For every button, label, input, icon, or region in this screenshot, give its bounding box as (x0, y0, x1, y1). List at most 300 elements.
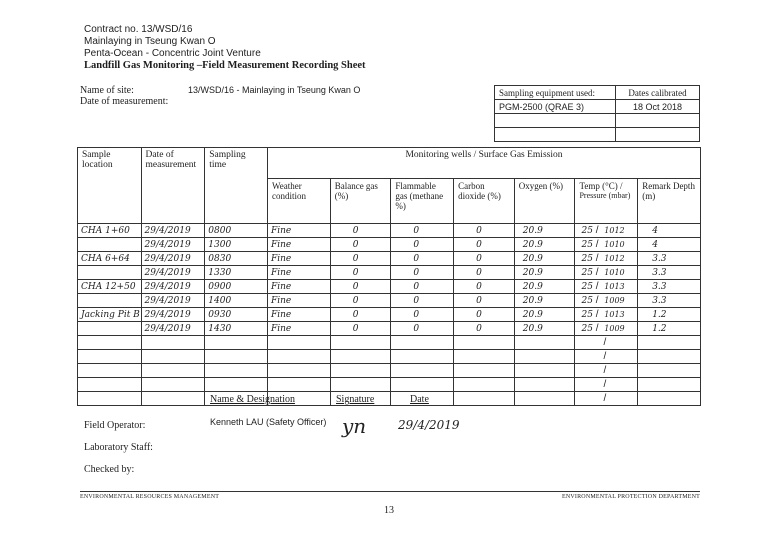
footer-left: ENVIRONMENTAL RESOURCES MANAGEMENT (80, 494, 220, 500)
temp-pressure-separator: / (603, 351, 607, 362)
weather-value: Fine (270, 268, 292, 278)
cell-oxygen (514, 364, 575, 378)
pressure-value: 1009 (604, 296, 625, 305)
cell-balance (330, 280, 391, 294)
date-value: 29/4/2019 (144, 254, 191, 264)
sample-location-header: Sample location (78, 148, 142, 224)
cell-flammable (391, 294, 454, 308)
table-row (78, 392, 701, 406)
equipment-blank-cell (495, 128, 616, 142)
oxygen-value (515, 394, 523, 404)
field-operator-date: 29/4/2019 (398, 418, 460, 432)
cell-weather (267, 238, 330, 252)
location-value (78, 268, 81, 278)
flammable-value: 0 (413, 282, 420, 292)
cell-weather (267, 252, 330, 266)
cell-weather (267, 224, 330, 238)
cell-time (205, 280, 268, 294)
cell-remark (638, 322, 701, 336)
co2-value: 0 (476, 268, 482, 278)
pressure-value: 1010 (604, 240, 625, 249)
oxygen-header: Oxygen (%) (514, 179, 575, 224)
temp-pressure-separator: / (592, 267, 602, 278)
cell-temp (575, 322, 638, 336)
cell-weather (267, 266, 330, 280)
remark-value: 3.3 (652, 254, 667, 264)
cell-flammable (391, 238, 454, 252)
cell-balance (330, 224, 391, 238)
pressure-value (606, 394, 609, 403)
temp-value: 25 (581, 282, 593, 292)
field-operator-signature: yn (342, 414, 367, 438)
temp-header: Temp (°C) / (579, 181, 623, 191)
co2-value: 0 (476, 282, 482, 292)
cell-co2 (454, 308, 515, 322)
cell-flammable (391, 224, 454, 238)
table-row (78, 224, 701, 238)
table-row (78, 308, 701, 322)
pressure-value: 1012 (604, 226, 625, 235)
balance-value (331, 366, 353, 376)
pressure-value (606, 380, 609, 389)
date-value: 29/4/2019 (144, 240, 191, 250)
table-row (78, 378, 701, 392)
oxygen-value: 20.9 (522, 226, 543, 236)
time-value: 1430 (208, 324, 232, 334)
cell-date (141, 294, 205, 308)
pressure-value: 1013 (604, 282, 625, 291)
sheet-title: Landfill Gas Monitoring –Field Measurement Recording Sheet (84, 60, 366, 71)
weather-header: Weather condition (267, 179, 330, 224)
balance-value (331, 380, 353, 390)
time-value: 1300 (208, 240, 232, 250)
cell-remark (638, 392, 701, 406)
cell-date (141, 392, 205, 406)
checked-by-label: Checked by: (84, 464, 135, 475)
pressure-value: 1009 (604, 324, 625, 333)
balance-value: 0 (352, 282, 359, 292)
oxygen-value (515, 366, 523, 376)
cell-flammable (391, 252, 454, 266)
weather-value: Fine (270, 296, 292, 306)
time-value: 0900 (208, 282, 232, 292)
co2-value (454, 380, 476, 390)
weather-value: Fine (270, 324, 292, 334)
cell-co2 (454, 252, 515, 266)
cell-remark (638, 350, 701, 364)
site-name-value: 13/WSD/16 - Mainlaying in Tseung Kwan O (188, 85, 361, 95)
weather-value (268, 352, 271, 362)
time-value (205, 366, 208, 376)
cell-weather (267, 336, 330, 350)
cell-weather (267, 378, 330, 392)
table-row (78, 336, 701, 350)
cell-date (141, 308, 205, 322)
location-value (78, 394, 81, 404)
remark-value (638, 352, 652, 362)
time-value (205, 380, 208, 390)
cell-flammable (391, 336, 454, 350)
oxygen-value (515, 352, 523, 362)
cell-balance (330, 294, 391, 308)
date-value: 29/4/2019 (144, 268, 191, 278)
table-row (78, 364, 701, 378)
cell-time (205, 252, 268, 266)
co2-value: 0 (476, 310, 482, 320)
flammable-value: 0 (413, 254, 420, 264)
cell-temp (575, 392, 638, 406)
date-value (142, 366, 145, 376)
page-number: 13 (384, 505, 394, 516)
temp-value: 25 (581, 268, 593, 278)
cell-remark (638, 308, 701, 322)
remark-value: 4 (652, 226, 658, 236)
cell-time (205, 294, 268, 308)
date-of-measurement-label: Date of measurement: (80, 96, 169, 107)
oxygen-value (515, 380, 523, 390)
co2-value: 0 (476, 240, 482, 250)
table-row (78, 322, 701, 336)
oxygen-value (515, 338, 523, 348)
cell-balance (330, 238, 391, 252)
remark-value: 3.3 (652, 282, 667, 292)
cell-balance (330, 378, 391, 392)
cell-date (141, 336, 205, 350)
cell-temp (575, 378, 638, 392)
balance-value: 0 (352, 324, 359, 334)
cell-time (205, 308, 268, 322)
date-value (142, 394, 145, 404)
temp-value: 25 (581, 310, 593, 320)
date-value: 29/4/2019 (144, 324, 191, 334)
co2-value: 0 (476, 254, 482, 264)
equipment-value: PGM-2500 (QRAE 3) (495, 100, 616, 114)
location-value: CHA 12+50 (81, 282, 136, 292)
temp-pressure-separator: / (603, 379, 607, 390)
oxygen-value: 20.9 (522, 268, 543, 278)
cell-remark (638, 266, 701, 280)
cell-oxygen (514, 336, 575, 350)
temp-value: 25 (581, 254, 593, 264)
cell-location (78, 392, 142, 406)
cell-weather (267, 280, 330, 294)
time-value: 1400 (208, 296, 232, 306)
table-row (78, 280, 701, 294)
flammable-value: 0 (413, 296, 420, 306)
weather-value (268, 338, 271, 348)
cell-flammable (391, 322, 454, 336)
date-value (142, 352, 145, 362)
cell-time (205, 224, 268, 238)
temp-pressure-separator: / (592, 225, 602, 236)
date-value: 29/4/2019 (144, 226, 191, 236)
oxygen-value: 20.9 (522, 310, 543, 320)
cell-co2 (454, 336, 515, 350)
signature-header: Signature (336, 394, 375, 405)
cell-location (78, 322, 142, 336)
cell-co2 (454, 322, 515, 336)
balance-value (331, 338, 353, 348)
temp-value: 25 (581, 240, 593, 250)
date-value: 29/4/2019 (144, 296, 191, 306)
remark-value: 3.3 (652, 296, 667, 306)
table-row (78, 294, 701, 308)
cell-time (205, 266, 268, 280)
balance-gas-header: Balance gas (%) (330, 179, 391, 224)
cell-remark (638, 294, 701, 308)
cell-flammable (391, 378, 454, 392)
name-designation-header: Name & Designation (210, 394, 295, 405)
balance-value: 0 (352, 226, 359, 236)
cell-weather (267, 350, 330, 364)
cell-location (78, 336, 142, 350)
cell-balance (330, 336, 391, 350)
co2-value: 0 (476, 324, 482, 334)
table-row (78, 252, 701, 266)
cell-temp (575, 294, 638, 308)
pressure-value: 1010 (604, 268, 625, 277)
cell-location (78, 238, 142, 252)
cell-temp (575, 266, 638, 280)
field-operator-label: Field Operator: (84, 420, 146, 431)
footer-right: ENVIRONMENTAL PROTECTION DEPARTMENT (561, 494, 700, 500)
flammable-value: 0 (413, 310, 420, 320)
flammable-value: 0 (413, 268, 420, 278)
equipment-blank-cell (495, 114, 616, 128)
cell-time (205, 238, 268, 252)
time-value (205, 338, 208, 348)
location-value (78, 296, 81, 306)
cell-balance (330, 308, 391, 322)
date-value: 29/4/2019 (144, 310, 191, 320)
temp-pressure-separator: / (592, 253, 602, 264)
remark-value: 3.3 (652, 268, 667, 278)
carbon-dioxide-header: Carbon dioxide (%) (454, 179, 515, 224)
cell-co2 (454, 350, 515, 364)
table-row (78, 238, 701, 252)
pressure-value (606, 352, 609, 361)
cell-co2 (454, 238, 515, 252)
flammable-value: 0 (413, 226, 420, 236)
cell-flammable (391, 350, 454, 364)
co2-value (454, 394, 476, 404)
co2-value: 0 (476, 296, 482, 306)
footer-rule (80, 491, 700, 492)
sampling-time-header: Sampling time (205, 148, 268, 224)
pressure-value: 1012 (604, 254, 625, 263)
cell-flammable (391, 280, 454, 294)
equipment-table (494, 85, 700, 142)
balance-value: 0 (352, 268, 359, 278)
monitoring-group-header: Monitoring wells / Surface Gas Emission (267, 148, 700, 179)
cell-balance (330, 350, 391, 364)
temp-pressure-separator: / (592, 239, 602, 250)
remark-header: Remark Depth (m) (638, 179, 701, 224)
remark-value (638, 380, 652, 390)
remark-value (638, 338, 652, 348)
co2-value (454, 366, 476, 376)
weather-value: Fine (270, 310, 292, 320)
cell-balance (330, 266, 391, 280)
table-row (78, 266, 701, 280)
cell-oxygen (514, 308, 575, 322)
date-of-measurement-header: Date of measurement (141, 148, 205, 224)
table-row (78, 350, 701, 364)
cell-location (78, 280, 142, 294)
cell-remark (638, 252, 701, 266)
cell-flammable (391, 308, 454, 322)
location-value (78, 380, 81, 390)
temp-pressure-separator: / (592, 295, 602, 306)
time-value: 0930 (208, 310, 232, 320)
flammable-gas-header: Flammable gas (methane %) (391, 179, 454, 224)
calibration-value: 18 Oct 2018 (616, 100, 700, 114)
field-operator-name: Kenneth LAU (Safety Officer) (210, 417, 327, 427)
pressure-header: Pressure (mbar) (579, 191, 631, 200)
location-value (78, 338, 81, 348)
cell-remark (638, 336, 701, 350)
cell-location (78, 350, 142, 364)
time-value: 0800 (208, 226, 232, 236)
equipment-header: Sampling equipment used: (495, 86, 616, 100)
date-value (142, 380, 145, 390)
pressure-value: 1013 (604, 310, 625, 319)
cell-oxygen (514, 350, 575, 364)
cell-date (141, 238, 205, 252)
remark-value: 1.2 (652, 324, 667, 334)
remark-value (638, 366, 652, 376)
time-value: 0830 (208, 254, 232, 264)
cell-co2 (454, 392, 515, 406)
cell-oxygen (514, 294, 575, 308)
project-name: Mainlaying in Tseung Kwan O (84, 36, 216, 47)
time-value (205, 352, 208, 362)
cell-balance (330, 252, 391, 266)
co2-value (454, 338, 476, 348)
cell-location (78, 364, 142, 378)
cell-remark (638, 280, 701, 294)
cell-oxygen (514, 266, 575, 280)
pressure-value (606, 366, 609, 375)
flammable-value (391, 352, 413, 362)
location-value (78, 366, 81, 376)
cell-temp (575, 350, 638, 364)
location-value (78, 352, 81, 362)
cell-location (78, 378, 142, 392)
cell-weather (267, 322, 330, 336)
measurement-table (77, 147, 701, 406)
cell-remark (638, 238, 701, 252)
time-value (205, 394, 208, 404)
time-value: 1330 (208, 268, 232, 278)
cell-remark (638, 378, 701, 392)
cell-temp (575, 224, 638, 238)
cell-date (141, 350, 205, 364)
cell-oxygen (514, 392, 575, 406)
balance-value: 0 (352, 254, 359, 264)
cell-co2 (454, 378, 515, 392)
cell-date (141, 252, 205, 266)
cell-oxygen (514, 252, 575, 266)
site-name-label: Name of site: (80, 85, 134, 96)
weather-value: Fine (270, 240, 292, 250)
remark-value: 4 (652, 240, 658, 250)
temp-value: 25 (581, 226, 593, 236)
co2-value (454, 352, 476, 362)
location-value: Jacking Pit B (81, 310, 140, 320)
co2-value: 0 (476, 226, 482, 236)
cell-flammable (391, 364, 454, 378)
calibration-header: Dates calibrated (616, 86, 700, 100)
oxygen-value: 20.9 (522, 296, 543, 306)
temp-pressure-separator: / (603, 337, 607, 348)
weather-value (268, 366, 271, 376)
temp-pressure-separator: / (592, 281, 602, 292)
cell-oxygen (514, 280, 575, 294)
weather-value: Fine (270, 226, 292, 236)
cell-oxygen (514, 238, 575, 252)
cell-date (141, 280, 205, 294)
temp-pressure-separator: / (592, 309, 602, 320)
cell-temp (575, 280, 638, 294)
cell-temp (575, 308, 638, 322)
temp-pressure-separator: / (592, 323, 602, 334)
cell-temp (575, 252, 638, 266)
oxygen-value: 20.9 (522, 282, 543, 292)
weather-value: Fine (270, 282, 292, 292)
cell-location (78, 266, 142, 280)
cell-date (141, 364, 205, 378)
flammable-value (391, 338, 413, 348)
cell-time (205, 364, 268, 378)
date-value: 29/4/2019 (144, 282, 191, 292)
cell-co2 (454, 364, 515, 378)
temp-pressure-separator: / (603, 393, 607, 404)
cell-time (205, 378, 268, 392)
balance-value (331, 352, 353, 362)
oxygen-value: 20.9 (522, 240, 543, 250)
equipment-blank-cell (616, 114, 700, 128)
joint-venture-name: Penta-Ocean - Concentric Joint Venture (84, 48, 261, 59)
location-value (78, 324, 81, 334)
balance-value: 0 (352, 240, 359, 250)
cell-location (78, 224, 142, 238)
cell-remark (638, 224, 701, 238)
flammable-value: 0 (413, 240, 420, 250)
contract-number: Contract no. 13/WSD/16 (84, 24, 193, 35)
balance-value: 0 (352, 296, 359, 306)
oxygen-value: 20.9 (522, 324, 543, 334)
cell-co2 (454, 224, 515, 238)
weather-value (268, 380, 271, 390)
cell-time (205, 336, 268, 350)
pressure-value (606, 338, 609, 347)
temp-pressure-header (575, 179, 638, 224)
cell-date (141, 266, 205, 280)
cell-co2 (454, 266, 515, 280)
date-value (142, 338, 145, 348)
cell-date (141, 322, 205, 336)
cell-location (78, 294, 142, 308)
location-value: CHA 6+64 (81, 254, 130, 264)
cell-oxygen (514, 322, 575, 336)
temp-value: 25 (581, 296, 593, 306)
cell-temp (575, 238, 638, 252)
balance-value: 0 (352, 310, 359, 320)
cell-remark (638, 364, 701, 378)
equipment-blank-cell (616, 128, 700, 142)
remark-value (638, 394, 652, 404)
